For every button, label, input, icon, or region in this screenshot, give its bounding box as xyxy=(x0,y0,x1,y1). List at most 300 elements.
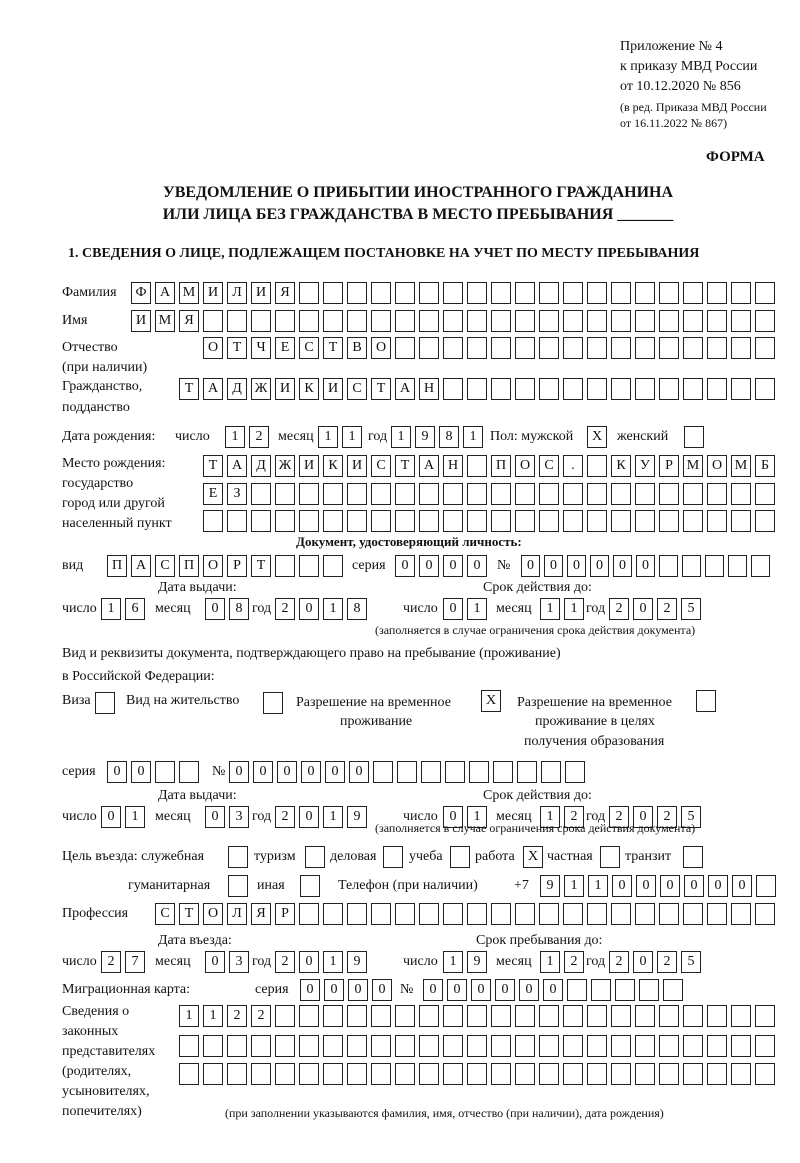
char-cell[interactable] xyxy=(419,903,439,925)
char-cell[interactable] xyxy=(663,979,683,1001)
char-cell[interactable] xyxy=(251,1063,271,1085)
char-cell[interactable] xyxy=(395,903,415,925)
char-cell[interactable] xyxy=(731,378,751,400)
id-number-field[interactable] xyxy=(521,555,770,577)
entry-a-day[interactable] xyxy=(101,951,145,973)
char-cell[interactable] xyxy=(563,483,583,505)
char-cell[interactable]: Т xyxy=(371,378,391,400)
char-cell[interactable]: И xyxy=(347,455,367,477)
id-series-field[interactable] xyxy=(395,555,487,577)
char-cell[interactable] xyxy=(373,761,393,783)
char-cell[interactable]: П xyxy=(107,555,127,577)
id-a-year[interactable] xyxy=(275,598,367,620)
char-cell[interactable] xyxy=(515,1063,535,1085)
char-cell[interactable]: 1 xyxy=(203,1005,223,1027)
representatives-line-3[interactable] xyxy=(179,1063,775,1085)
char-cell[interactable]: X xyxy=(481,690,501,712)
surname-field[interactable] xyxy=(131,282,775,304)
char-cell[interactable]: 2 xyxy=(275,951,295,973)
char-cell[interactable] xyxy=(755,1005,775,1027)
char-cell[interactable] xyxy=(635,510,655,532)
char-cell[interactable]: С xyxy=(347,378,367,400)
char-cell[interactable] xyxy=(515,1005,535,1027)
char-cell[interactable] xyxy=(395,1005,415,1027)
char-cell[interactable] xyxy=(491,483,511,505)
char-cell[interactable] xyxy=(541,761,561,783)
char-cell[interactable] xyxy=(228,846,248,868)
birth-day[interactable] xyxy=(225,426,269,448)
char-cell[interactable] xyxy=(395,310,415,332)
birth-place-line-1[interactable] xyxy=(203,455,775,477)
char-cell[interactable] xyxy=(611,337,631,359)
purpose-private-checkbox[interactable] xyxy=(600,846,620,868)
char-cell[interactable] xyxy=(683,510,703,532)
char-cell[interactable] xyxy=(347,1035,367,1057)
char-cell[interactable] xyxy=(305,846,325,868)
char-cell[interactable] xyxy=(731,310,751,332)
char-cell[interactable] xyxy=(696,690,716,712)
char-cell[interactable]: 0 xyxy=(732,875,752,897)
char-cell[interactable] xyxy=(635,282,655,304)
char-cell[interactable] xyxy=(347,483,367,505)
char-cell[interactable] xyxy=(347,310,367,332)
char-cell[interactable] xyxy=(443,378,463,400)
char-cell[interactable] xyxy=(611,483,631,505)
char-cell[interactable] xyxy=(659,1035,679,1057)
char-cell[interactable] xyxy=(683,1035,703,1057)
char-cell[interactable] xyxy=(467,282,487,304)
char-cell[interactable]: 0 xyxy=(660,875,680,897)
char-cell[interactable] xyxy=(539,903,559,925)
char-cell[interactable] xyxy=(299,1063,319,1085)
char-cell[interactable]: С xyxy=(155,555,175,577)
char-cell[interactable] xyxy=(227,1035,247,1057)
char-cell[interactable] xyxy=(251,310,271,332)
char-cell[interactable] xyxy=(371,310,391,332)
char-cell[interactable]: У xyxy=(635,455,655,477)
char-cell[interactable]: 2 xyxy=(251,1005,271,1027)
char-cell[interactable]: 2 xyxy=(609,951,629,973)
char-cell[interactable]: Б xyxy=(755,455,775,477)
char-cell[interactable] xyxy=(383,846,403,868)
char-cell[interactable] xyxy=(563,282,583,304)
char-cell[interactable]: 2 xyxy=(657,806,677,828)
char-cell[interactable]: Д xyxy=(251,455,271,477)
char-cell[interactable] xyxy=(728,555,747,577)
visa-checkbox[interactable] xyxy=(95,692,115,714)
char-cell[interactable] xyxy=(275,1063,295,1085)
purpose-study-checkbox[interactable] xyxy=(450,846,470,868)
char-cell[interactable] xyxy=(419,1035,439,1057)
char-cell[interactable] xyxy=(251,1035,271,1057)
char-cell[interactable] xyxy=(275,510,295,532)
residence-checkbox[interactable] xyxy=(263,692,283,714)
char-cell[interactable] xyxy=(684,426,704,448)
char-cell[interactable]: 1 xyxy=(564,875,584,897)
char-cell[interactable] xyxy=(228,875,248,897)
purpose-work-checkbox[interactable] xyxy=(523,846,543,868)
char-cell[interactable] xyxy=(299,903,319,925)
char-cell[interactable] xyxy=(611,510,631,532)
char-cell[interactable]: Т xyxy=(179,903,199,925)
char-cell[interactable] xyxy=(491,1005,511,1027)
entry-b-month[interactable] xyxy=(540,951,584,973)
char-cell[interactable]: 0 xyxy=(633,806,653,828)
char-cell[interactable] xyxy=(539,483,559,505)
char-cell[interactable]: О xyxy=(371,337,391,359)
char-cell[interactable] xyxy=(347,1005,367,1027)
char-cell[interactable] xyxy=(659,555,678,577)
char-cell[interactable]: 2 xyxy=(657,951,677,973)
char-cell[interactable] xyxy=(323,510,343,532)
char-cell[interactable] xyxy=(443,483,463,505)
char-cell[interactable]: А xyxy=(155,282,175,304)
citizenship-field[interactable] xyxy=(179,378,775,400)
char-cell[interactable] xyxy=(731,1063,751,1085)
char-cell[interactable] xyxy=(203,510,223,532)
char-cell[interactable] xyxy=(587,310,607,332)
char-cell[interactable]: 0 xyxy=(277,761,297,783)
char-cell[interactable] xyxy=(445,761,465,783)
char-cell[interactable] xyxy=(491,510,511,532)
char-cell[interactable]: Ж xyxy=(251,378,271,400)
char-cell[interactable] xyxy=(659,310,679,332)
char-cell[interactable]: 0 xyxy=(471,979,491,1001)
char-cell[interactable] xyxy=(707,282,727,304)
char-cell[interactable]: 0 xyxy=(567,555,586,577)
char-cell[interactable]: 2 xyxy=(564,951,584,973)
char-cell[interactable] xyxy=(563,1035,583,1057)
char-cell[interactable]: 1 xyxy=(463,426,483,448)
right-a-day[interactable] xyxy=(101,806,145,828)
char-cell[interactable]: 0 xyxy=(419,555,439,577)
char-cell[interactable] xyxy=(563,378,583,400)
char-cell[interactable]: 0 xyxy=(521,555,540,577)
char-cell[interactable] xyxy=(539,337,559,359)
char-cell[interactable] xyxy=(707,510,727,532)
char-cell[interactable] xyxy=(323,310,343,332)
char-cell[interactable]: 5 xyxy=(681,951,701,973)
char-cell[interactable]: 1 xyxy=(564,598,584,620)
char-cell[interactable] xyxy=(611,282,631,304)
char-cell[interactable]: И xyxy=(323,378,343,400)
char-cell[interactable] xyxy=(299,282,319,304)
mc-series-field[interactable] xyxy=(300,979,392,1001)
char-cell[interactable]: О xyxy=(203,903,223,925)
char-cell[interactable] xyxy=(491,337,511,359)
char-cell[interactable]: С xyxy=(539,455,559,477)
char-cell[interactable]: 2 xyxy=(609,598,629,620)
char-cell[interactable]: С xyxy=(371,455,391,477)
char-cell[interactable] xyxy=(587,1063,607,1085)
char-cell[interactable] xyxy=(443,310,463,332)
char-cell[interactable] xyxy=(611,1005,631,1027)
char-cell[interactable] xyxy=(179,1063,199,1085)
id-kind-field[interactable] xyxy=(107,555,343,577)
char-cell[interactable]: 8 xyxy=(347,598,367,620)
char-cell[interactable]: 9 xyxy=(347,806,367,828)
char-cell[interactable]: Я xyxy=(275,282,295,304)
char-cell[interactable] xyxy=(203,1035,223,1057)
char-cell[interactable]: 0 xyxy=(613,555,632,577)
char-cell[interactable] xyxy=(347,1063,367,1085)
char-cell[interactable]: . xyxy=(563,455,583,477)
char-cell[interactable] xyxy=(179,1035,199,1057)
char-cell[interactable]: Т xyxy=(179,378,199,400)
char-cell[interactable] xyxy=(611,310,631,332)
char-cell[interactable]: 1 xyxy=(391,426,411,448)
char-cell[interactable]: Е xyxy=(203,483,223,505)
char-cell[interactable]: Я xyxy=(251,903,271,925)
char-cell[interactable] xyxy=(371,903,391,925)
char-cell[interactable] xyxy=(251,483,271,505)
char-cell[interactable] xyxy=(539,282,559,304)
char-cell[interactable] xyxy=(443,1063,463,1085)
char-cell[interactable]: 0 xyxy=(101,806,121,828)
char-cell[interactable]: 0 xyxy=(612,875,632,897)
char-cell[interactable] xyxy=(611,903,631,925)
char-cell[interactable] xyxy=(587,510,607,532)
char-cell[interactable] xyxy=(731,510,751,532)
char-cell[interactable]: 9 xyxy=(540,875,560,897)
char-cell[interactable] xyxy=(683,337,703,359)
char-cell[interactable] xyxy=(539,1005,559,1027)
birth-month[interactable] xyxy=(318,426,362,448)
char-cell[interactable] xyxy=(323,1063,343,1085)
char-cell[interactable] xyxy=(635,1063,655,1085)
char-cell[interactable]: 0 xyxy=(519,979,539,1001)
char-cell[interactable] xyxy=(467,1063,487,1085)
char-cell[interactable] xyxy=(419,510,439,532)
char-cell[interactable]: Р xyxy=(659,455,679,477)
char-cell[interactable] xyxy=(323,1035,343,1057)
char-cell[interactable]: 0 xyxy=(324,979,344,1001)
char-cell[interactable] xyxy=(275,483,295,505)
char-cell[interactable] xyxy=(467,337,487,359)
char-cell[interactable] xyxy=(467,510,487,532)
char-cell[interactable]: 0 xyxy=(299,951,319,973)
char-cell[interactable]: П xyxy=(179,555,199,577)
char-cell[interactable] xyxy=(299,310,319,332)
char-cell[interactable]: 0 xyxy=(325,761,345,783)
entry-b-day[interactable] xyxy=(443,951,487,973)
char-cell[interactable]: П xyxy=(491,455,511,477)
char-cell[interactable] xyxy=(419,337,439,359)
char-cell[interactable] xyxy=(615,979,635,1001)
char-cell[interactable] xyxy=(707,483,727,505)
char-cell[interactable] xyxy=(755,282,775,304)
char-cell[interactable] xyxy=(755,310,775,332)
char-cell[interactable] xyxy=(467,310,487,332)
char-cell[interactable] xyxy=(731,483,751,505)
char-cell[interactable] xyxy=(515,378,535,400)
char-cell[interactable] xyxy=(515,1035,535,1057)
char-cell[interactable] xyxy=(611,1035,631,1057)
char-cell[interactable]: 1 xyxy=(588,875,608,897)
char-cell[interactable] xyxy=(755,483,775,505)
char-cell[interactable]: X xyxy=(587,426,607,448)
char-cell[interactable] xyxy=(227,510,247,532)
char-cell[interactable] xyxy=(395,1063,415,1085)
char-cell[interactable]: С xyxy=(155,903,175,925)
char-cell[interactable]: 0 xyxy=(633,598,653,620)
char-cell[interactable]: Р xyxy=(227,555,247,577)
char-cell[interactable] xyxy=(659,903,679,925)
char-cell[interactable] xyxy=(443,1005,463,1027)
char-cell[interactable]: 0 xyxy=(348,979,368,1001)
right-series-field[interactable] xyxy=(107,761,199,783)
char-cell[interactable] xyxy=(275,310,295,332)
char-cell[interactable] xyxy=(611,1063,631,1085)
profession-field[interactable] xyxy=(155,903,775,925)
char-cell[interactable]: 2 xyxy=(227,1005,247,1027)
char-cell[interactable]: 1 xyxy=(179,1005,199,1027)
char-cell[interactable] xyxy=(299,510,319,532)
char-cell[interactable]: 1 xyxy=(443,951,463,973)
id-b-day[interactable] xyxy=(443,598,487,620)
char-cell[interactable]: Т xyxy=(251,555,271,577)
char-cell[interactable] xyxy=(251,510,271,532)
birth-place-line-3[interactable] xyxy=(203,510,775,532)
char-cell[interactable]: К xyxy=(323,455,343,477)
char-cell[interactable]: О xyxy=(515,455,535,477)
entry-a-month[interactable] xyxy=(205,951,249,973)
char-cell[interactable] xyxy=(469,761,489,783)
char-cell[interactable] xyxy=(587,282,607,304)
char-cell[interactable] xyxy=(563,1005,583,1027)
char-cell[interactable]: К xyxy=(299,378,319,400)
char-cell[interactable] xyxy=(659,337,679,359)
char-cell[interactable] xyxy=(755,1035,775,1057)
char-cell[interactable] xyxy=(587,483,607,505)
char-cell[interactable]: Ф xyxy=(131,282,151,304)
char-cell[interactable] xyxy=(563,903,583,925)
char-cell[interactable]: И xyxy=(299,455,319,477)
char-cell[interactable]: О xyxy=(203,337,223,359)
char-cell[interactable]: 0 xyxy=(636,555,655,577)
char-cell[interactable] xyxy=(203,310,223,332)
char-cell[interactable]: Т xyxy=(395,455,415,477)
char-cell[interactable] xyxy=(467,903,487,925)
char-cell[interactable] xyxy=(467,1035,487,1057)
char-cell[interactable] xyxy=(275,555,295,577)
char-cell[interactable] xyxy=(299,483,319,505)
char-cell[interactable] xyxy=(467,483,487,505)
char-cell[interactable] xyxy=(683,282,703,304)
char-cell[interactable]: 0 xyxy=(205,951,225,973)
char-cell[interactable]: 0 xyxy=(636,875,656,897)
char-cell[interactable]: А xyxy=(203,378,223,400)
char-cell[interactable]: Ч xyxy=(251,337,271,359)
char-cell[interactable]: Р xyxy=(275,903,295,925)
char-cell[interactable]: 0 xyxy=(395,555,415,577)
char-cell[interactable]: 9 xyxy=(415,426,435,448)
char-cell[interactable] xyxy=(587,378,607,400)
char-cell[interactable] xyxy=(635,1005,655,1027)
char-cell[interactable] xyxy=(635,483,655,505)
name-field[interactable] xyxy=(131,310,775,332)
char-cell[interactable] xyxy=(443,1035,463,1057)
char-cell[interactable]: 0 xyxy=(443,806,463,828)
char-cell[interactable]: 0 xyxy=(299,598,319,620)
char-cell[interactable] xyxy=(639,979,659,1001)
char-cell[interactable]: 1 xyxy=(225,426,245,448)
char-cell[interactable] xyxy=(515,282,535,304)
char-cell[interactable]: 5 xyxy=(681,598,701,620)
char-cell[interactable] xyxy=(300,875,320,897)
char-cell[interactable] xyxy=(323,483,343,505)
char-cell[interactable] xyxy=(635,310,655,332)
entry-b-year[interactable] xyxy=(609,951,701,973)
purpose-other-checkbox[interactable] xyxy=(300,875,320,897)
char-cell[interactable]: 0 xyxy=(684,875,704,897)
char-cell[interactable]: 1 xyxy=(342,426,362,448)
char-cell[interactable] xyxy=(587,337,607,359)
char-cell[interactable] xyxy=(491,1035,511,1057)
char-cell[interactable] xyxy=(397,761,417,783)
purpose-transit-checkbox[interactable] xyxy=(683,846,703,868)
char-cell[interactable]: 1 xyxy=(467,806,487,828)
right-a-month[interactable] xyxy=(205,806,249,828)
char-cell[interactable] xyxy=(682,555,701,577)
char-cell[interactable]: 9 xyxy=(347,951,367,973)
char-cell[interactable] xyxy=(443,282,463,304)
char-cell[interactable]: 0 xyxy=(590,555,609,577)
char-cell[interactable] xyxy=(263,692,283,714)
char-cell[interactable] xyxy=(659,378,679,400)
char-cell[interactable]: 1 xyxy=(540,951,560,973)
char-cell[interactable]: А xyxy=(395,378,415,400)
char-cell[interactable]: 0 xyxy=(205,806,225,828)
char-cell[interactable] xyxy=(707,1005,727,1027)
char-cell[interactable] xyxy=(659,483,679,505)
char-cell[interactable]: С xyxy=(299,337,319,359)
char-cell[interactable] xyxy=(707,378,727,400)
char-cell[interactable]: А xyxy=(131,555,151,577)
purpose-business-checkbox[interactable] xyxy=(383,846,403,868)
char-cell[interactable] xyxy=(683,903,703,925)
char-cell[interactable] xyxy=(467,1005,487,1027)
representatives-line-1[interactable] xyxy=(179,1005,775,1027)
char-cell[interactable]: Н xyxy=(419,378,439,400)
char-cell[interactable]: 1 xyxy=(467,598,487,620)
char-cell[interactable]: М xyxy=(683,455,703,477)
char-cell[interactable] xyxy=(539,1063,559,1085)
char-cell[interactable] xyxy=(347,903,367,925)
char-cell[interactable] xyxy=(591,979,611,1001)
char-cell[interactable] xyxy=(371,1005,391,1027)
char-cell[interactable] xyxy=(179,761,199,783)
id-a-day[interactable] xyxy=(101,598,145,620)
char-cell[interactable] xyxy=(323,1005,343,1027)
char-cell[interactable]: 1 xyxy=(318,426,338,448)
char-cell[interactable]: 2 xyxy=(564,806,584,828)
char-cell[interactable] xyxy=(395,1035,415,1057)
char-cell[interactable]: 7 xyxy=(125,951,145,973)
right-a-year[interactable] xyxy=(275,806,367,828)
char-cell[interactable]: 0 xyxy=(447,979,467,1001)
char-cell[interactable]: 1 xyxy=(101,598,121,620)
char-cell[interactable]: 9 xyxy=(467,951,487,973)
char-cell[interactable]: Т xyxy=(323,337,343,359)
char-cell[interactable] xyxy=(371,510,391,532)
char-cell[interactable] xyxy=(275,1035,295,1057)
char-cell[interactable] xyxy=(371,1063,391,1085)
char-cell[interactable] xyxy=(539,1035,559,1057)
char-cell[interactable] xyxy=(299,555,319,577)
patronymic-field[interactable] xyxy=(203,337,775,359)
char-cell[interactable] xyxy=(731,1005,751,1027)
